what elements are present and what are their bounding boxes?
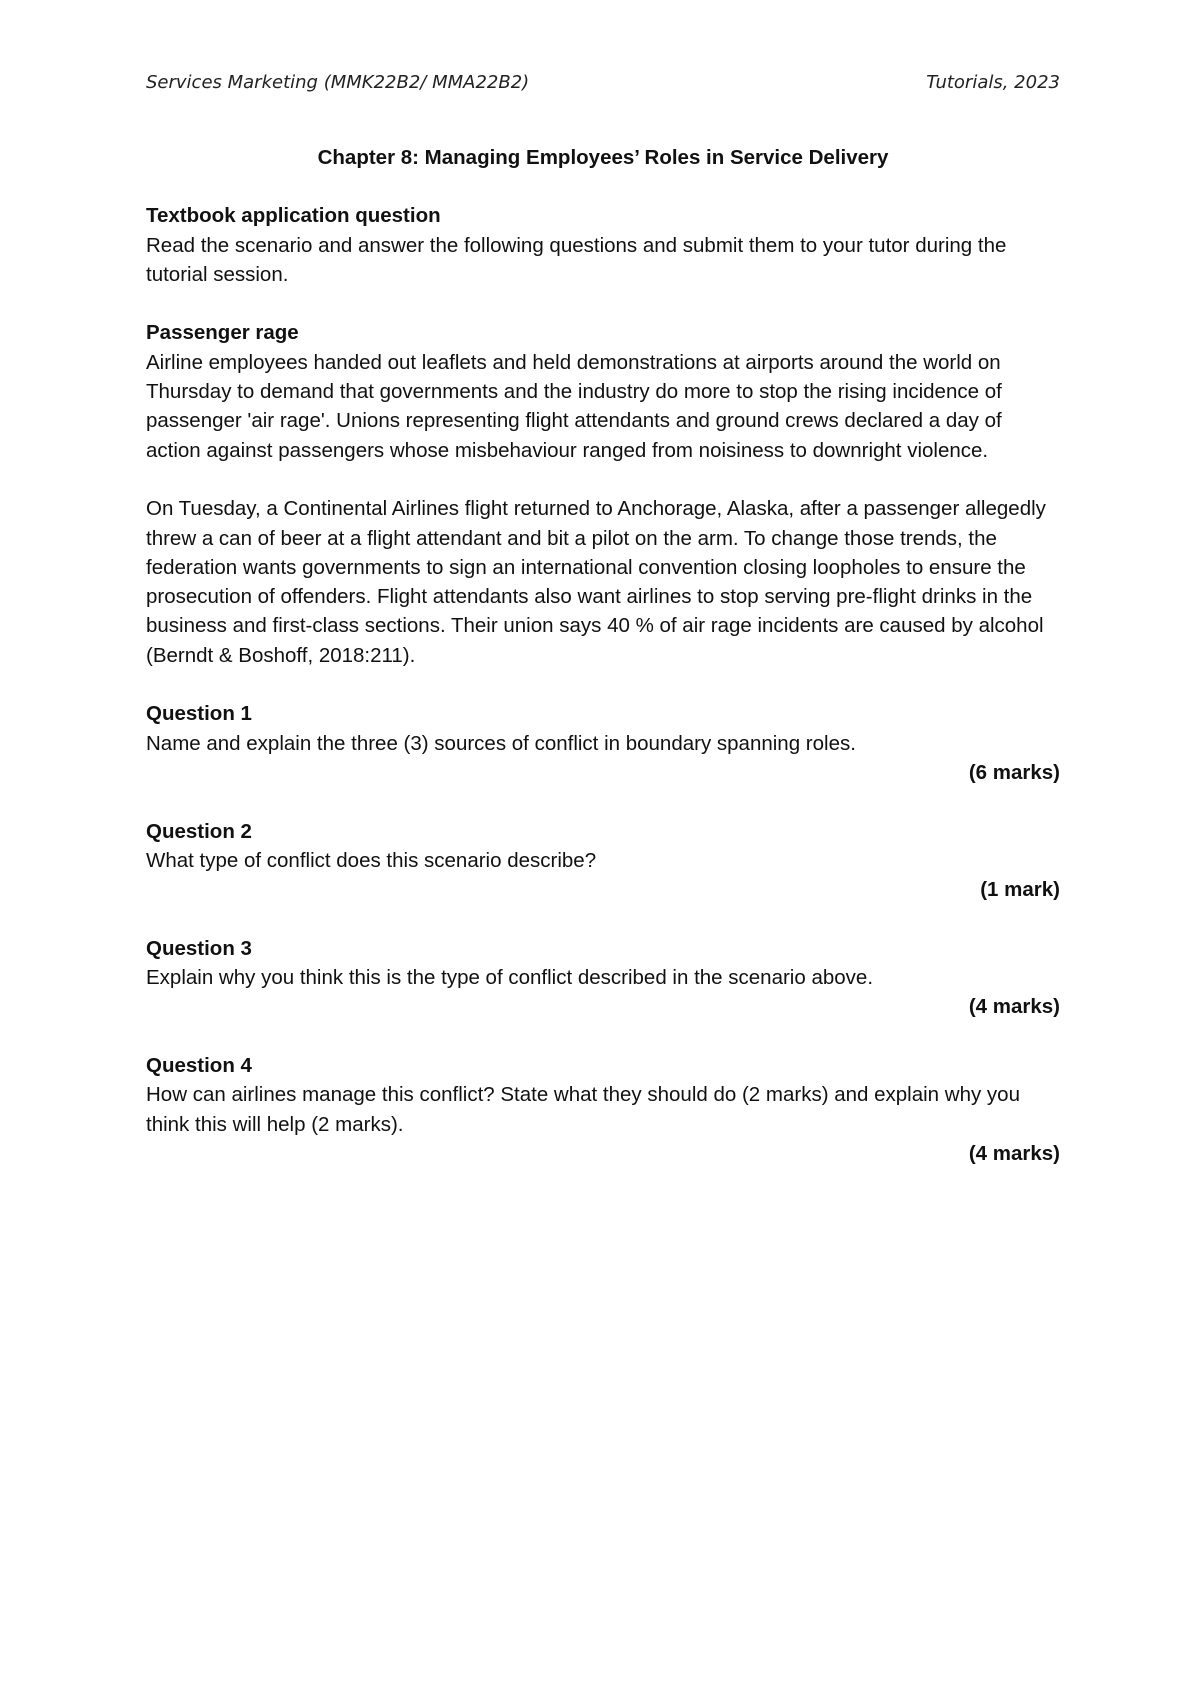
textbook-section (146, 201, 1060, 289)
question-1 (146, 699, 1060, 787)
question-text: Name and explain the three (3) sources of conflict in boundary spanning roles. (146, 731, 856, 755)
question-text: Explain why you think this is the type of conflict described in the scenario above. (146, 966, 874, 990)
document-body (146, 143, 1060, 1197)
question-marks: (4 marks) (968, 1141, 1060, 1165)
scenario-paragraph: On Tuesday, a Continental Airlines flight returned to Anchorage, Alaska, after a passenger allegedly threw a can of beer at a flight attendant and bit a pilot on the arm. To change those trends, the federation wants governments to sign an international convention closing loopholes to ensure the prosecution of offenders. Flight attendants also want airlines to stop serving pre-flight drinks in the business and first-class sections. Their union says 40 % of air rage incidents are caused by alcohol (Berndt & Boshoff, 2018:211). (146, 497, 1046, 667)
scenario-heading: Passenger rage (146, 321, 299, 345)
question-title: Question 2 (146, 819, 252, 843)
question-4 (146, 1051, 1060, 1168)
question-title: Question 3 (146, 936, 252, 960)
question-title: Question 1 (146, 702, 252, 726)
course-title: Services Marketing (MMK22B2/ MMA22B2) (146, 72, 530, 93)
question-text: What type of conflict does this scenario describe? (146, 848, 597, 872)
chapter-title: Chapter 8: Managing Employees’ Roles in Service Delivery (317, 146, 889, 169)
tutorial-year: Tutorials, 2023 (926, 72, 1060, 93)
question-2 (146, 817, 1060, 905)
question-marks: (6 marks) (968, 760, 1060, 784)
question-text: How can airlines manage this conflict? State what they should do (2 marks) and explain why you think this will help (2 marks). (146, 1083, 1020, 1136)
scenario-paragraph: Airline employees handed out leaflets and held demonstrations at airports around the world on Thursday to demand that governments and the industry do more to stop the rising incidence of passenger 'air rage'. Unions representing flight attendants and ground crews declared a day of action against passengers whose misbehaviour ranged from noisiness to downright violence. (146, 350, 1002, 462)
textbook-heading: Textbook application question (146, 204, 441, 228)
question-3 (146, 934, 1060, 1022)
question-marks: (1 mark) (980, 878, 1060, 902)
page-header (146, 72, 1060, 102)
question-title: Question 4 (146, 1053, 252, 1077)
question-marks: (4 marks) (968, 995, 1060, 1019)
scenario-section (146, 318, 1060, 464)
textbook-instructions: Read the scenario and answer the following questions and submit them to your tutor during the tutorial session. (146, 233, 1007, 286)
scenario-section-continued (146, 494, 1060, 670)
